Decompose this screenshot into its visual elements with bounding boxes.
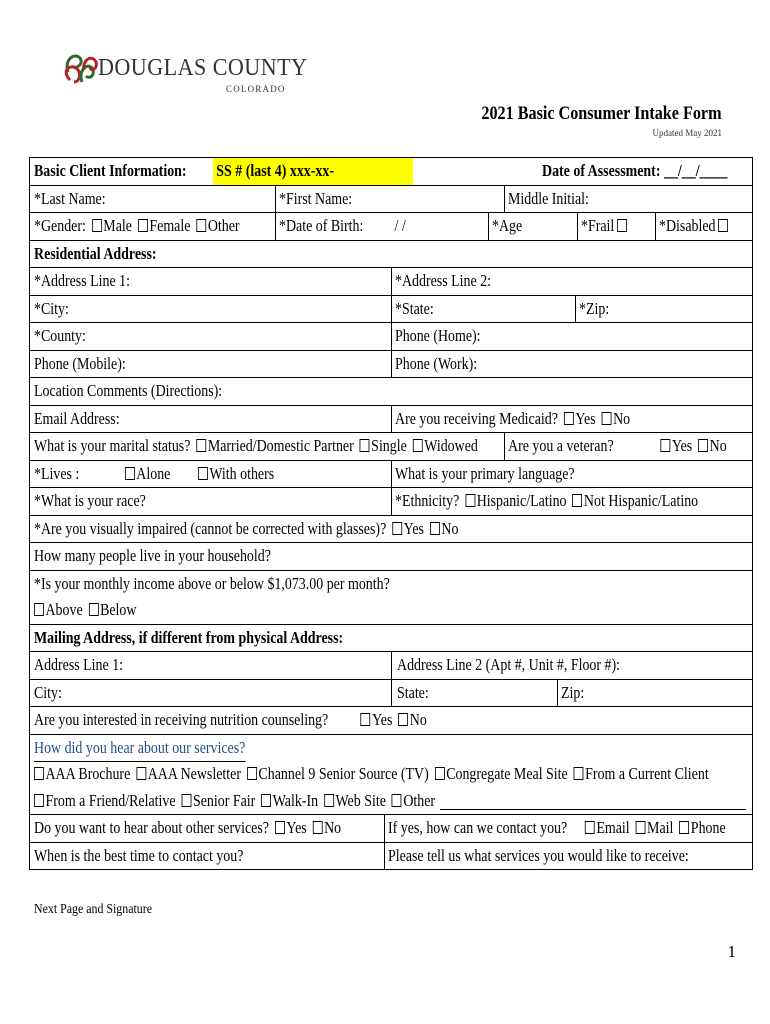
services-wanted-field[interactable]: Please tell us what services you would like to receive: xyxy=(388,845,689,865)
mailing-address-line-2-field[interactable]: Address Line 2 (Apt #, Unit #, Floor #): xyxy=(397,655,621,674)
row-names xyxy=(30,186,752,214)
alone-label: Alone xyxy=(136,463,171,483)
frail-label: *Frail xyxy=(581,216,615,235)
medicaid-yes-checkbox[interactable] xyxy=(564,412,574,425)
income-above-checkbox[interactable] xyxy=(34,603,44,616)
phone-home-field[interactable]: Phone (Home): xyxy=(395,326,481,345)
female-label: Female xyxy=(149,216,191,235)
male-checkbox[interactable] xyxy=(92,219,102,232)
congregate-meal-checkbox[interactable] xyxy=(435,767,445,780)
medicaid-no-label: No xyxy=(613,408,631,428)
mailing-city-field[interactable]: City: xyxy=(34,682,62,702)
row-mailing-address xyxy=(30,652,752,680)
age-field[interactable]: *Age xyxy=(492,216,523,235)
row-basic-info xyxy=(30,158,752,186)
contact-mail-label: Mail xyxy=(647,818,674,837)
row-gender-dob xyxy=(30,213,752,241)
lives-label: *Lives : xyxy=(34,463,80,483)
frail-checkbox[interactable] xyxy=(617,219,627,232)
row-marital-veteran xyxy=(30,433,752,461)
row-location xyxy=(30,378,752,406)
veteran-no-label: No xyxy=(709,436,727,455)
row-visual xyxy=(30,516,752,544)
row-mailing-heading xyxy=(30,625,752,653)
with-others-checkbox[interactable] xyxy=(198,467,208,480)
logo-mark xyxy=(66,56,96,82)
senior-fair-checkbox[interactable] xyxy=(182,794,192,807)
best-time-field[interactable]: When is the best time to contact you? xyxy=(34,845,244,865)
current-client-label: From a Current Client xyxy=(585,764,709,783)
row-hear-question xyxy=(30,735,752,762)
location-comments-field[interactable]: Location Comments (Directions): xyxy=(34,381,223,400)
row-email-medicaid xyxy=(30,406,752,434)
mailing-address-heading: Mailing Address, if different from physical Address: xyxy=(34,627,344,647)
income-question: *Is your monthly income above or below $1,073.00 per month? xyxy=(34,573,390,593)
address-line-1-field[interactable]: *Address Line 1: xyxy=(34,271,131,290)
gender-label: *Gender: xyxy=(34,216,86,235)
web-site-label: Web Site xyxy=(335,790,386,810)
contact-phone-checkbox[interactable] xyxy=(679,821,689,834)
mailing-address-line-1-field[interactable]: Address Line 1: xyxy=(34,655,124,674)
widowed-label: Widowed xyxy=(424,436,478,455)
veteran-yes-label: Yes xyxy=(671,436,693,455)
single-label: Single xyxy=(371,436,407,455)
row-contact-time xyxy=(30,843,752,870)
mailing-zip-field[interactable]: Zip: xyxy=(561,682,585,702)
walk-in-checkbox[interactable] xyxy=(261,794,271,807)
last-name-field[interactable]: *Last Name: xyxy=(34,188,106,208)
household-field[interactable]: How many people live in your household? xyxy=(34,546,271,565)
updated-date: Updated May 2021 xyxy=(652,128,722,138)
row-mailing-city xyxy=(30,680,752,708)
current-client-checkbox[interactable] xyxy=(574,767,584,780)
row-income-question xyxy=(30,571,752,598)
not-hispanic-label: Not Hispanic/Latino xyxy=(583,491,699,510)
male-label: Male xyxy=(103,216,132,235)
city-field[interactable]: *City: xyxy=(34,298,69,318)
hispanic-checkbox[interactable] xyxy=(465,494,475,507)
single-checkbox[interactable] xyxy=(360,439,370,452)
intake-form-table xyxy=(29,157,753,870)
alone-checkbox[interactable] xyxy=(125,467,135,480)
nutrition-yes-label: Yes xyxy=(372,710,393,729)
other-services-question: Do you want to hear about other services? xyxy=(34,818,269,837)
other-services-yes-checkbox[interactable] xyxy=(275,821,285,834)
other-gender-label: Other xyxy=(207,216,240,235)
disabled-label: *Disabled xyxy=(659,216,716,235)
row-other-services xyxy=(30,815,752,843)
not-hispanic-checkbox[interactable] xyxy=(572,494,582,507)
email-field[interactable]: Email Address: xyxy=(34,408,120,428)
ethnicity-label: *Ethnicity? xyxy=(395,491,460,510)
veteran-no-checkbox[interactable] xyxy=(698,439,708,452)
marital-question: What is your marital status? xyxy=(34,436,191,455)
first-name-field[interactable]: *First Name: xyxy=(279,188,353,208)
row-lives-language xyxy=(30,461,752,489)
aaa-brochure-checkbox[interactable] xyxy=(34,767,44,780)
walk-in-label: Walk-In xyxy=(272,790,319,810)
logo-subtitle: COLORADO xyxy=(226,84,286,94)
row-income-options xyxy=(30,597,752,625)
assessment-date-field[interactable]: Date of Assessment: __/__/____ xyxy=(542,161,728,180)
contact-method-question: If yes, how can we contact you? xyxy=(388,818,568,837)
visual-yes-label: Yes xyxy=(403,518,424,538)
senior-fair-label: Senior Fair xyxy=(192,790,256,810)
other-source-label: Other xyxy=(403,790,436,810)
other-services-yes-label: Yes xyxy=(286,818,307,837)
congregate-meal-label: Congregate Meal Site xyxy=(446,764,568,783)
married-checkbox[interactable] xyxy=(196,439,206,452)
visual-question: *Are you visually impaired (cannot be corrected with glasses)? xyxy=(34,518,387,538)
row-household xyxy=(30,543,752,571)
row-phones xyxy=(30,351,752,379)
disabled-checkbox[interactable] xyxy=(718,219,728,232)
medicaid-question: Are you receiving Medicaid? xyxy=(395,408,558,428)
row-residential-heading xyxy=(30,241,752,269)
row-city-state-zip xyxy=(30,296,752,324)
address-line-2-field[interactable]: *Address Line 2: xyxy=(395,271,492,290)
nutrition-question: Are you interested in receiving nutrition counseling? xyxy=(34,710,329,729)
other-gender-checkbox[interactable] xyxy=(196,219,206,232)
primary-language-field[interactable]: What is your primary language? xyxy=(395,463,575,483)
friend-relative-label: From a Friend/Relative xyxy=(45,790,176,810)
form-title: 2021 Basic Consumer Intake Form xyxy=(481,103,722,124)
hear-about-question: How did you hear about our services? xyxy=(34,735,245,762)
with-others-label: With others xyxy=(209,463,275,483)
aaa-newsletter-checkbox[interactable] xyxy=(136,767,146,780)
residential-address-heading: Residential Address: xyxy=(34,243,157,263)
medicaid-no-checkbox[interactable] xyxy=(602,412,612,425)
row-nutrition xyxy=(30,707,752,735)
visual-no-checkbox[interactable] xyxy=(430,522,440,535)
row-race-ethnicity xyxy=(30,488,752,516)
other-source-line[interactable] xyxy=(440,809,746,810)
row-residential-address xyxy=(30,268,752,296)
web-site-checkbox[interactable] xyxy=(324,794,334,807)
phone-work-field[interactable]: Phone (Work): xyxy=(395,353,478,373)
contact-email-checkbox[interactable] xyxy=(585,821,595,834)
contact-email-label: Email xyxy=(596,818,630,837)
aaa-newsletter-label: AAA Newsletter xyxy=(147,764,241,783)
married-label: Married/Domestic Partner xyxy=(207,436,354,455)
widowed-checkbox[interactable] xyxy=(413,439,423,452)
contact-mail-checkbox[interactable] xyxy=(636,821,646,834)
other-source-checkbox[interactable] xyxy=(392,794,402,807)
veteran-question: Are you a veteran? xyxy=(508,436,614,455)
nutrition-no-label: No xyxy=(409,710,427,729)
middle-initial-field[interactable]: Middle Initial: xyxy=(508,188,589,208)
basic-info-heading: Basic Client Information: xyxy=(34,161,187,180)
other-services-no-label: No xyxy=(324,818,342,837)
income-above-label: Above xyxy=(45,600,83,619)
race-field[interactable]: *What is your race? xyxy=(34,491,146,510)
zip-field[interactable]: *Zip: xyxy=(579,298,610,318)
channel9-label: Channel 9 Senior Source (TV) xyxy=(258,764,429,783)
contact-phone-label: Phone xyxy=(690,818,726,837)
aaa-brochure-label: AAA Brochure xyxy=(45,764,131,783)
visual-yes-checkbox[interactable] xyxy=(392,522,402,535)
ss-field[interactable]: SS # (last 4) xxx-xx- xyxy=(216,161,335,180)
state-field[interactable]: *State: xyxy=(395,298,434,318)
dob-slashes: / / xyxy=(394,216,406,235)
nutrition-no-checkbox[interactable] xyxy=(398,713,408,726)
nutrition-yes-checkbox[interactable] xyxy=(361,713,371,726)
hispanic-label: Hispanic/Latino xyxy=(476,491,567,510)
income-below-label: Below xyxy=(100,600,137,619)
next-page-note: Next Page and Signature xyxy=(34,902,152,917)
phone-mobile-field[interactable]: Phone (Mobile): xyxy=(34,353,126,373)
dob-field[interactable]: *Date of Birth: xyxy=(279,216,364,235)
mailing-state-field[interactable]: State: xyxy=(397,682,429,702)
county-field[interactable]: *County: xyxy=(34,326,86,345)
female-checkbox[interactable] xyxy=(138,219,148,232)
logo-title: DOUGLAS COUNTY xyxy=(98,55,308,81)
channel9-checkbox[interactable] xyxy=(247,767,257,780)
veteran-yes-checkbox[interactable] xyxy=(660,439,670,452)
row-hear-options-1 xyxy=(30,761,752,788)
row-county-phone xyxy=(30,323,752,351)
friend-relative-checkbox[interactable] xyxy=(34,794,44,807)
other-services-no-checkbox[interactable] xyxy=(313,821,323,834)
income-below-checkbox[interactable] xyxy=(89,603,99,616)
row-hear-options-2 xyxy=(30,788,752,816)
page-number: 1 xyxy=(727,942,736,961)
medicaid-yes-label: Yes xyxy=(575,408,596,428)
visual-no-label: No xyxy=(441,518,459,538)
